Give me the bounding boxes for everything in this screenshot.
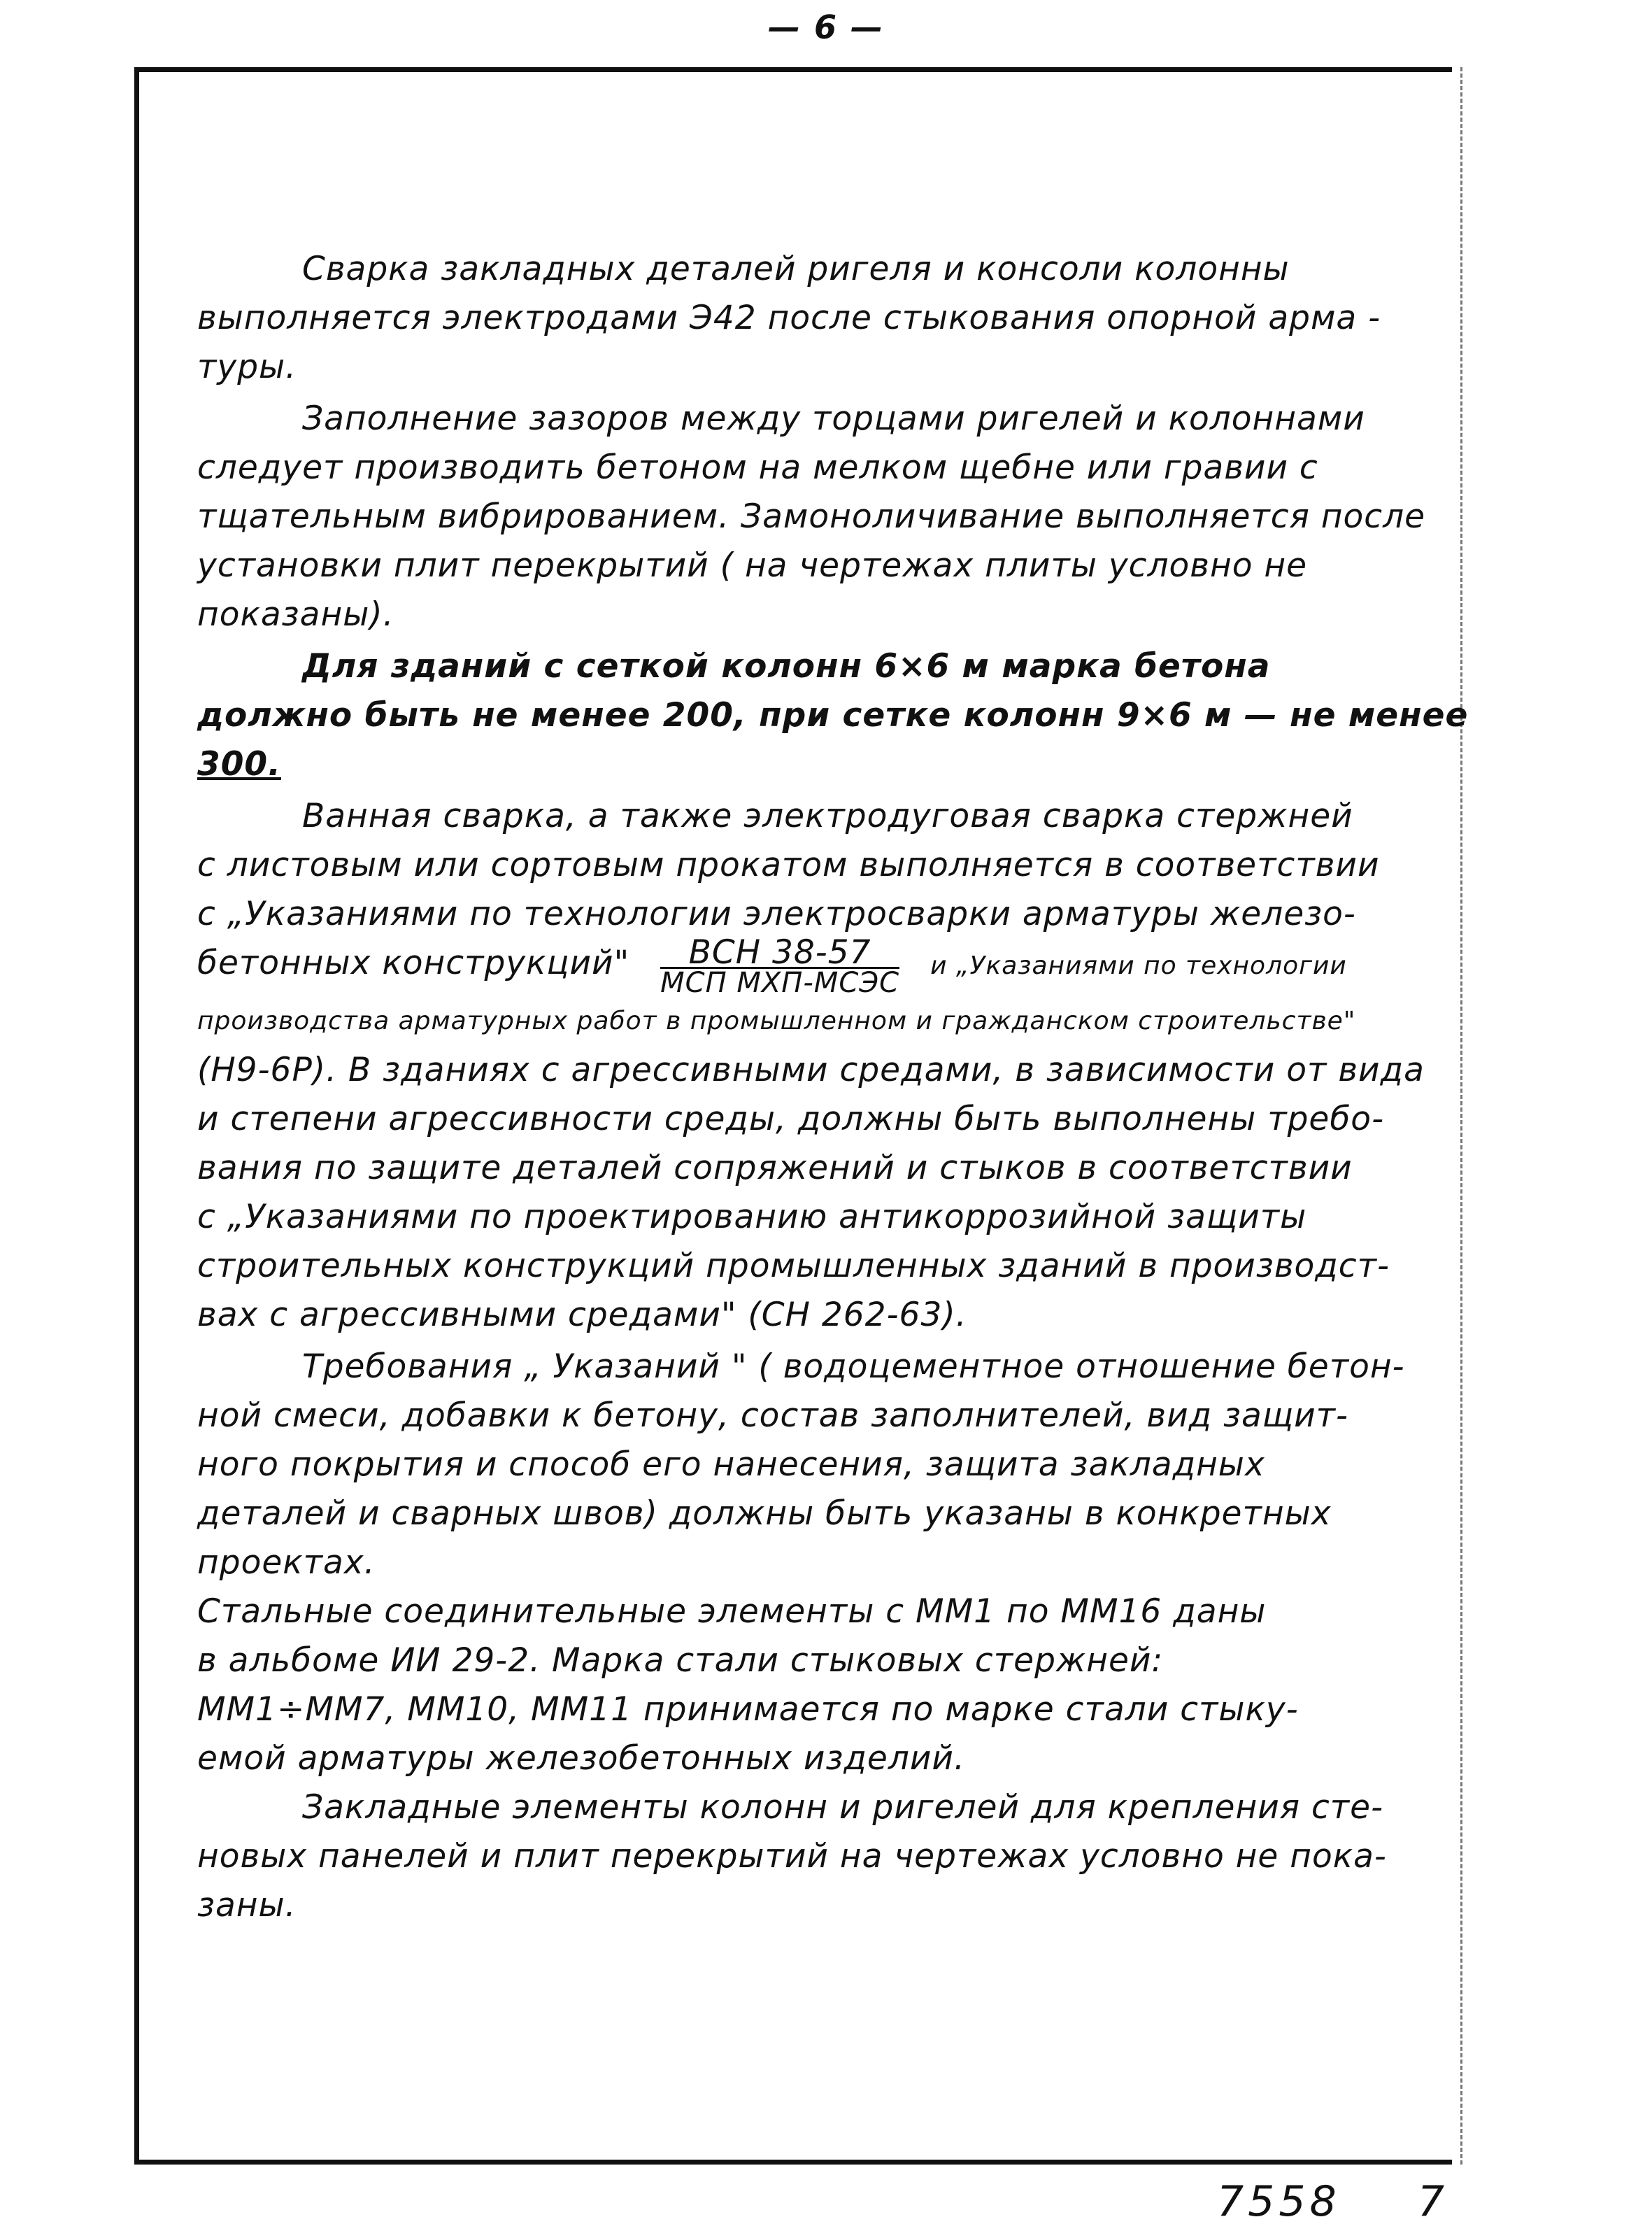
text-line: ного покрытия и способ его нанесения, защита закладных	[197, 1445, 1265, 1484]
text-line: с „Указаниями по проектированию антикоррозийной защиты	[197, 1198, 1307, 1236]
paragraph-embedded-elements	[197, 1783, 1456, 1930]
text-line: ММ1÷ММ7, ММ10, ММ11 принимается по марке стали стыку-	[197, 1690, 1299, 1729]
text-line: 300.	[197, 745, 281, 784]
sheet-number: 7	[1417, 2177, 1449, 2226]
text-line: должно быть не менее 200, при сетке колонн 9×6 м — не менее	[197, 696, 1469, 735]
text-line: производства арматурных работ в промышленном и гражданском строительстве"	[197, 1007, 1356, 1035]
fraction-numerator: ВСН 38-57	[660, 939, 899, 969]
text-line: и степени агрессивности среды, должны быть выполнены требо-	[197, 1100, 1385, 1138]
text-line: с листовым или сортовым прокатом выполняется в соответствии	[197, 846, 1380, 884]
fraction-denominator: МСП МХП-МСЭС	[660, 967, 900, 999]
text-line: деталей и сварных швов) должны быть указаны в конкретных	[197, 1494, 1332, 1533]
text-line: проектах.	[197, 1543, 376, 1582]
text-line: Заполнение зазоров между торцами ригелей и колоннами	[302, 399, 1365, 438]
text-fragment: и „Указаниями по технологии	[930, 951, 1347, 980]
text-line: Закладные элементы колонн и ригелей для крепления сте-	[302, 1788, 1384, 1827]
text-line: Стальные соединительные элементы с ММ1 по ММ16 даны	[197, 1592, 1267, 1631]
page-number: — 6 —	[767, 8, 885, 46]
text-line: Требования „ Указаний " ( водоцементное отношение бетон-	[302, 1347, 1405, 1386]
text-line: Для зданий с сеткой колонн 6×6 м марка бетона	[302, 647, 1271, 686]
standard-reference-fraction	[660, 933, 900, 999]
paragraph-welding	[197, 245, 1456, 392]
text-line: Ванная сварка, а также электродуговая сварка стержней	[302, 797, 1353, 835]
text-line: заны.	[197, 1886, 297, 1925]
inventory-number: 7558	[1217, 2177, 1341, 2226]
text-line: вания по защите деталей сопряжений и стыков в соответствии	[197, 1149, 1353, 1187]
text-line: емой арматуры железобетонных изделий.	[197, 1739, 965, 1778]
text-line: новых панелей и плит перекрытий на чертежах условно не пока-	[197, 1837, 1387, 1876]
text-line: Сварка закладных деталей ригеля и консоли колонны	[302, 250, 1290, 288]
inventory-stamp	[1217, 2177, 1448, 2226]
text-line: следует производить бетоном на мелком щебне или гравии с	[197, 448, 1318, 487]
text-line: вах с агрессивными средами" (СН 262-63).	[197, 1296, 967, 1334]
text-line: (Н9-6Р). В зданиях с агрессивными средами, в зависимости от вида	[197, 1051, 1425, 1089]
text-line: туры.	[197, 348, 297, 386]
paragraph-gap-filling	[197, 395, 1456, 639]
text-line: в альбоме ИИ 29-2. Марка стали стыковых стержней:	[197, 1641, 1164, 1680]
frame-right-edge	[1460, 67, 1462, 2165]
text-line: установки плит перекрытий ( на чертежах плиты условно не	[197, 546, 1308, 585]
text-fragment: бетонных конструкций"	[197, 944, 630, 982]
text-line: строительных конструкций промышленных зданий в производст-	[197, 1247, 1390, 1285]
text-line: тщательным вибрированием. Замоноличивание выполняется после	[197, 497, 1426, 536]
text-line: с „Указаниями по технологии электросварки арматуры железо-	[197, 895, 1356, 933]
paragraph-concrete-grade	[197, 642, 1469, 789]
text-line: показаны).	[197, 595, 394, 634]
paragraph-steel-elements	[197, 1587, 1456, 1783]
text-line: ной смеси, добавки к бетону, состав заполнителей, вид защит-	[197, 1396, 1348, 1435]
paragraph-requirements	[197, 1343, 1456, 1587]
text-line: выполняется электродами Э42 после стыкования опорной арма -	[197, 299, 1381, 337]
document-body	[197, 245, 1469, 1930]
paragraph-bath-welding	[197, 792, 1456, 1340]
text-line-with-fraction	[197, 933, 1456, 999]
